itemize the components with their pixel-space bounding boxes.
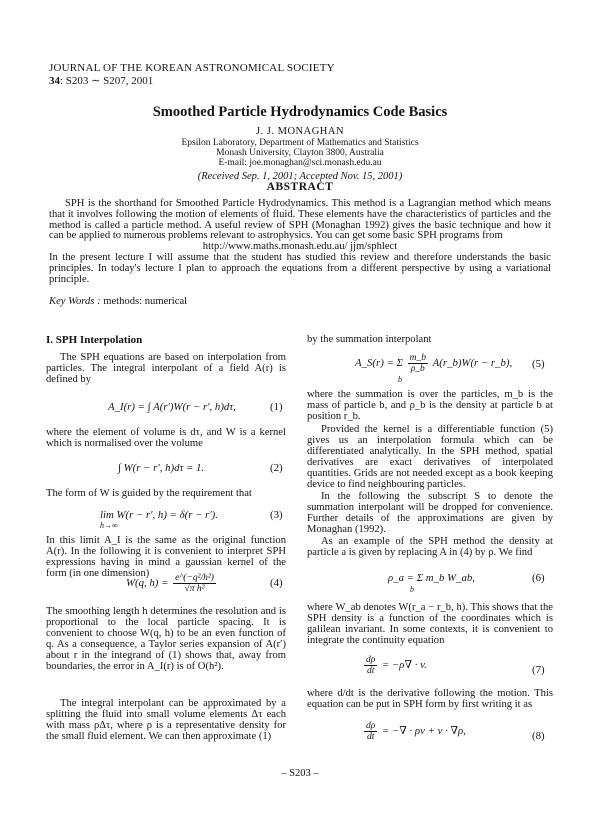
paper-title: Smoothed Particle Hydrodynamics Code Basics [152, 104, 448, 120]
abstract-paragraph-1: SPH is the shorthand for Smoothed Particle Hydrodynamics. This method is a Lagrangian method which means that it involves following the motion of elements of fluid. These elements have the characteristics of particles and the method is called a particle method. A useful review of SPH (Monaghan 1992) gives the basic technique and how it can be applied to numerous problems relevant to astrophysics. You can get some basic SPH programs from [49, 198, 551, 242]
author-name: J. J. MONAGHAN [255, 126, 345, 137]
equation-number-8: (8) [532, 730, 545, 742]
affiliation-line-2: Monash University, Clayton 3800, Australia [216, 148, 384, 158]
equation-8: $\frac{d\rho}{dt}$ = −∇ · ρv + v · ∇ρ, [366, 721, 466, 742]
right-paragraph-2: where the summation is over the particles, m_b is the mass of particle b, and ρ_b is the density at particle b at position r_b. [307, 389, 553, 423]
equation-number-2: (2) [270, 462, 283, 474]
left-paragraph-2: where the element of volume is dτ, and W is a kernel which is normalised over the volume [46, 427, 286, 450]
right-paragraph-1: by the summation interpolant [307, 334, 432, 345]
left-paragraph-6: The integral interpolant can be approximated by a splitting the fluid into small volume elements Δτ each with mass ρΔτ, where ρ is a representative density for the small fluid element. We can then approximate (1) [46, 698, 286, 743]
equation-1: A_I(r) = ∫ A(r′)W(r − r′, h)dτ, [108, 401, 236, 413]
equation-5-sum-index: b [398, 375, 402, 384]
right-paragraph-6: where W_ab denotes W(r_a − r_b, h). This shows that the SPH density is a function of the coordinates which is galilean invariant. In some contexts, it is convenient to integrate the continuity equation [307, 602, 553, 647]
keywords-label: Key Words : [49, 296, 101, 307]
page-range: : S203 ∼ S207, 2001 [60, 75, 154, 87]
section-heading: I. SPH Interpolation [46, 334, 143, 346]
equation-number-4: (4) [270, 577, 283, 589]
equation-3-limit: h→∞ [100, 521, 118, 530]
equation-3: lim W(r − r′, h) = δ(r − r′). [100, 509, 218, 521]
right-paragraph-5: As an example of the SPH method the density at particle a is given by replacing A in (4) by ρ. We find [307, 536, 553, 559]
equation-number-3: (3) [270, 509, 283, 521]
left-paragraph-4: In this limit A_I is the same as the original function A(r). In the following it is convenient to interpret SPH expressions having in mind a gaussian kernel of the form (in one dimension) [46, 535, 286, 580]
affiliation-email: E-mail: joe.monaghan@sci.monash.edu.au [218, 158, 382, 168]
equation-2: ∫ W(r − r′, h)dτ = 1. [118, 462, 205, 474]
equation-6-sum-index: b [410, 585, 414, 594]
gaussian-fraction: $\frac{\text{e\textasciicircum{}(−q²/h²)}}{\text{√π h²}}$ [175, 573, 214, 594]
page-number: – S203 – [281, 768, 319, 779]
equation-7: $\frac{d\rho}{dt}$ = −ρ∇ · v. [366, 655, 427, 676]
affiliation-line-1: Epsilon Laboratory, Department of Mathematics and Statistics [181, 138, 419, 148]
equation-number-1: (1) [270, 401, 283, 413]
abstract-paragraph-2: In the present lecture I will assume that the student has studied this review and therefore understands the basic principles. In today's lecture I plan to approach the equations from a different perspective by using a variational principle. [49, 251, 551, 285]
right-paragraph-7: where d/dt is the derivative following the motion. This equation can be put in SPH form by first writing it as [307, 688, 553, 711]
abstract-heading: ABSTRACT [266, 181, 334, 193]
left-paragraph-5: The smoothing length h determines the resolution and is proportional to the local particle spacing. It is convenient to choose W(q, h) to be an even function of q. As a consequence, a Taylor series expansion of A(r′) about r in the integrand of (1) shows that, away from boundaries, the error in A_I(r) is of O(h²). [46, 606, 286, 673]
right-paragraph-3: Provided the kernel is a differentiable function (5) gives us an interpolation formula which can be differentiated analytically. In the SPH method, spatial derivatives are exact derivatives of interpolated quantities. Grids are not needed except as a book keeping device to find neighbouring particles. [307, 424, 553, 491]
journal-volume-pages [49, 74, 153, 87]
journal-name: JOURNAL OF THE KOREAN ASTRONOMICAL SOCIETY [49, 62, 335, 74]
equation-number-5: (5) [532, 358, 545, 370]
received-dates: (Received Sep. 1, 2001; Accepted Nov. 15, 2001) [197, 171, 403, 182]
volume-number: 34 [49, 75, 60, 87]
left-paragraph-3: The form of W is guided by the requirement that [46, 488, 252, 499]
keywords [49, 296, 187, 307]
equation-6: ρ_a = Σ m_b W_ab, [388, 572, 475, 584]
abstract-body [49, 199, 551, 285]
equation-number-7: (7) [532, 664, 545, 676]
equation-5: A_S(r) = Σ $\frac{m\_b}{\rho\_b}$ A(r_b)W(r − r_b), [355, 353, 513, 374]
right-paragraph-4: In the following the subscript S to denote the summation interpolant will be dropped for convenience. Further details of the approximations are given by Monaghan (1992). [307, 491, 553, 536]
keywords-value: methods: numerical [100, 296, 188, 307]
equation-4: W(q, h) = $\frac{\text{e\textasciicircum{}(−q²/h²)}}{\text{√π h²}}$ [126, 573, 214, 594]
left-paragraph-1: The SPH equations are based on interpolation from particles. The integral interpolant of a field A(r) is defined by [46, 352, 286, 386]
equation-number-6: (6) [532, 572, 545, 584]
abstract-url: http://www.maths.monash.edu.au/ jjm/sphlect [202, 241, 398, 253]
